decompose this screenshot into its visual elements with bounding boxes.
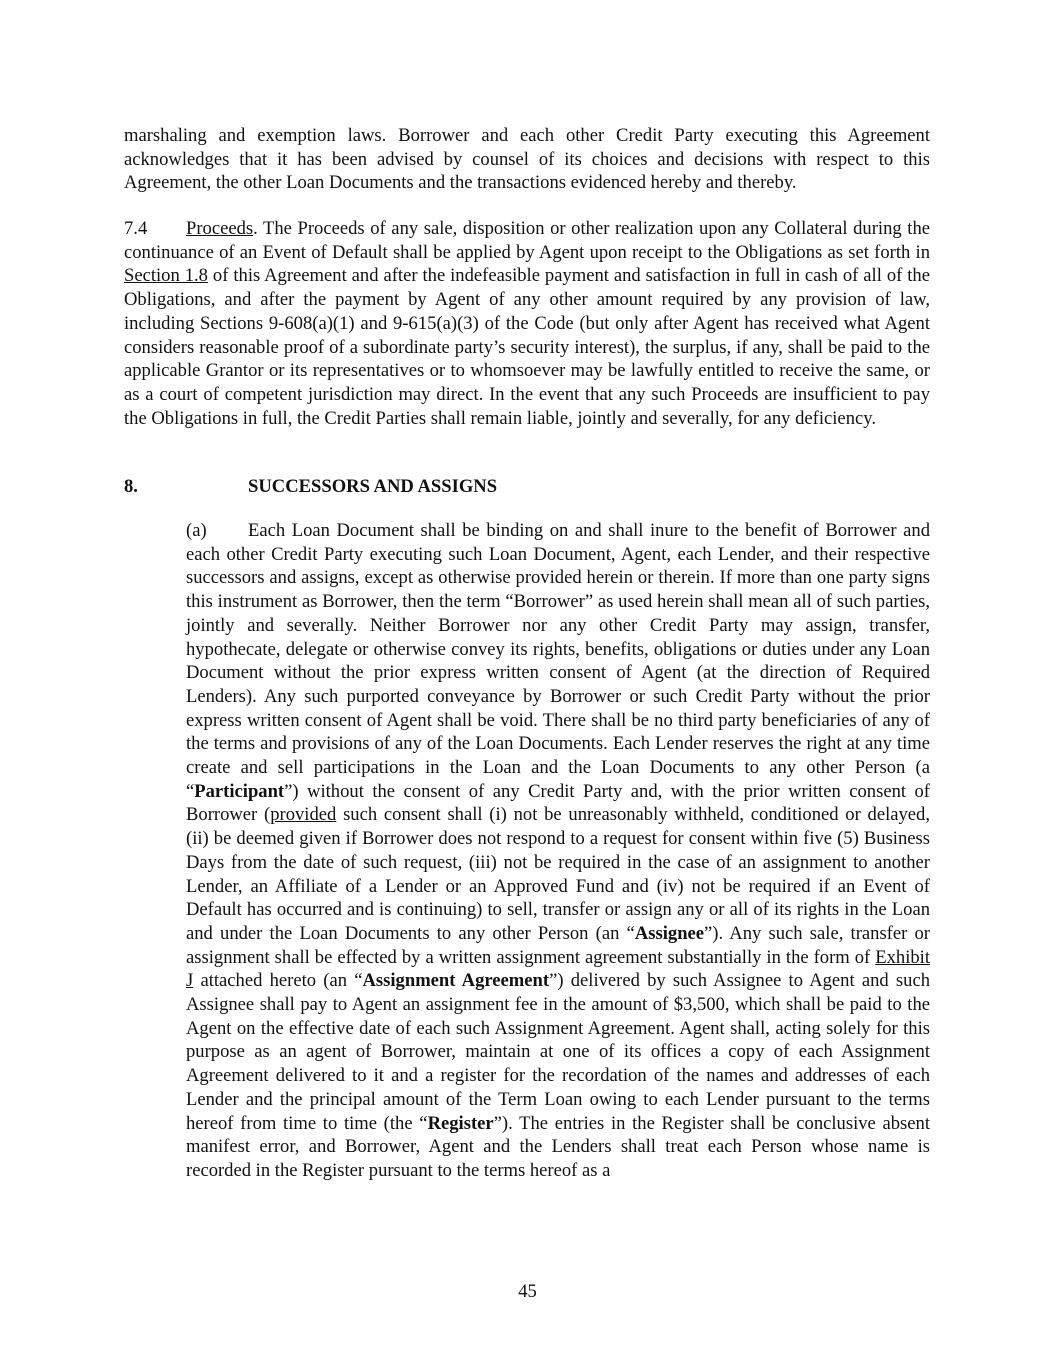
term-assignment-agreement: Assignment Agreement [362,970,550,992]
paragraph-continuation-text: marshaling and exemption laws. Borrower and each other Credit Party executing this Agreement acknowledges that it has been advised by counsel of its choices and decisions with respect to this Agreement, the other Loan Documents and the transactions evidenced hereby and thereby. [124,125,930,194]
exhibit-j-reference: Exhibit J [186,946,930,992]
section-8-heading [124,476,497,498]
section-7-4-number: 7.4 [124,218,148,239]
section-8a-text-3: such consent shall (i) not be unreasonably withheld, conditioned or delayed, (ii) be deemed given if Borrower does not respond to a request for consent within five (5) Business Days from the date of such request, (iii) not be required in the case of an assignment to another Lender, an Affiliate of a Lender or an Approved Fund and (iv) not be required if an Event of Default has occurred and is continuing) to sell, transfer or assign any or all of its rights in the Loan and under the Loan Documents to any other Person (an “ [186,804,931,944]
section-8a-text-6: ”) delivered by such Assignee to Agent and such Assignee shall pay to Agent an assignment fee in the amount of $3,500, which shall be paid to the Agent on the effective date of each such Assignment Agreement. Agent shall, acting solely for this purpose as an agent of Borrower, maintain at one of its offices a copy of each Assignment Agreement delivered to it and a register for the recordation of the names and addresses of each Lender and the principal amount of the Term Loan owing to each Lender pursuant to the terms hereof from time to time (the “ [186,970,930,1134]
section-8a-text-4: ”). Any such sale, transfer or assignment shall be effected by a written assignment agreement substantially in the form of [186,922,930,968]
section-8a-text-7: ”). The entries in the Register shall be conclusive absent manifest error, and Borrower, Agent and the Lenders shall treat each Person whose name is recorded in the Register pursuant to the terms hereof as a [186,1112,930,1181]
section-7-4-text-1: . The Proceeds of any sale, disposition or other realization upon any Collateral during the continuance of an Event of Default shall be applied by Agent upon receipt to the Obligations as set forth in [124,218,930,263]
section-7-4-title: Proceeds [186,218,254,239]
section-8a-text-5: attached hereto (an “ [193,970,363,992]
page-number: 45 [518,1281,537,1302]
term-provided: provided [270,804,337,826]
section-8a-label: (a) [186,520,207,541]
section-8-number: 8. [124,476,138,497]
section-8a-text-2: ”) without the consent of any Credit Party and, with the prior written consent of Borrower ( [186,780,930,826]
section-8a-text-1: Each Loan Document shall be binding on and shall inure to the benefit of Borrower and each other Credit Party executing such Loan Document, Agent, each Lender, and their respective successors and assigns, except as otherwise provided herein or therein. If more than one party signs this instrument as Borrower, then the term “Borrower” as used herein shall mean all of such parties, jointly and severally. Neither Borrower nor any other Credit Party may assign, transfer, hypothecate, delegate or otherwise convey its rights, benefits, obligations or duties under any Loan Document without the prior express written consent of Agent (at the direction of Required Lenders). Any such purported conveyance by Borrower or such Credit Party without the prior express written consent of Agent shall be void. There shall be no third party beneficiaries of any of the terms and provisions of any of the Loan Documents. Each Lender reserves the right at any time create and sell participations in the Loan and the Loan Documents to any other Person (a “ [186,520,930,802]
section-1-8-reference: Section 1.8 [124,265,208,287]
paragraph-continuation [124,124,930,195]
section-8-title: SUCCESSORS AND ASSIGNS [248,476,498,497]
section-7-4-paragraph [124,217,930,430]
section-7-4-text-2: of this Agreement and after the indefeasible payment and satisfaction in full in cash of all of the Obligations, and after the payment by Agent of any other amount required by any provision of law, including Sections 9-608(a)(1) and 9-615(a)(3) of the Code (but only after Agent has received what Agent considers reasonable proof of a subordinate party’s security interest), the surplus, if any, shall be paid to the applicable Grantor or its representatives or to whomsoever may be lawfully entitled to receive the same, or as a court of competent jurisdiction may direct. In the event that any such Proceeds are insufficient to pay the Obligations in full, the Credit Parties shall remain liable, jointly and severally, for any deficiency. [124,265,930,429]
term-register: Register [427,1112,494,1134]
term-participant: Participant [194,780,285,802]
section-8a-paragraph [186,519,930,1183]
term-assignee: Assignee [634,922,705,944]
